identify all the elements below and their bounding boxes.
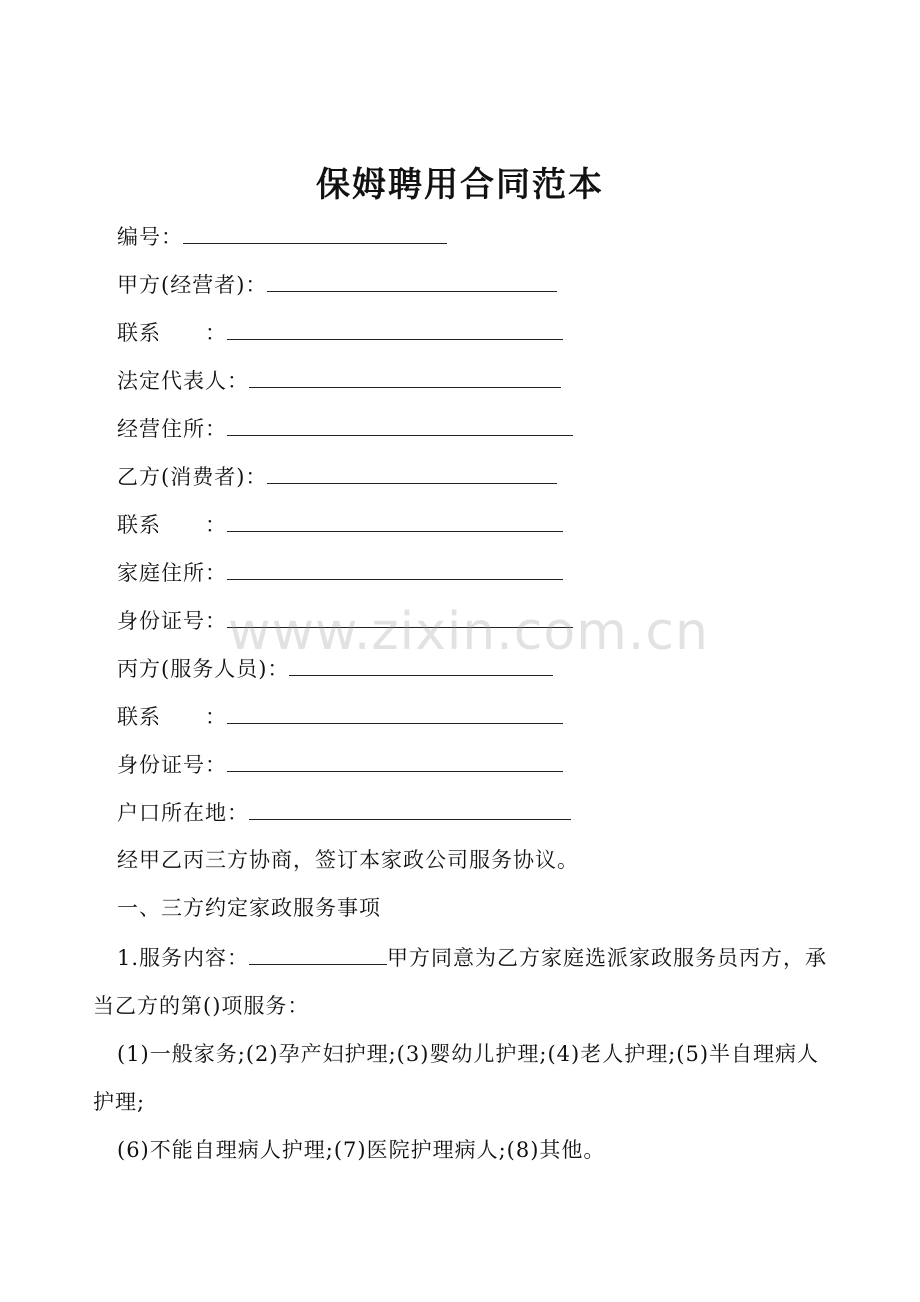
section-heading: 一、三方约定家政服务事项 (117, 896, 381, 920)
service-content-paragraph (93, 934, 833, 1030)
field-label: 家庭住所： (117, 561, 227, 585)
fill-blank[interactable] (227, 509, 563, 532)
fill-blank[interactable] (227, 413, 573, 436)
field-home-address (117, 557, 563, 588)
fill-blank[interactable] (249, 797, 571, 820)
field-label: 户口所在地： (117, 801, 249, 825)
field-label: 甲方(经营者)： (117, 273, 268, 297)
fill-blank[interactable] (267, 269, 557, 292)
field-party-b-contact (117, 509, 563, 540)
field-label: 法定代表人： (117, 369, 249, 393)
field-party-c-id (117, 749, 563, 780)
intro-sentence: 经甲乙丙三方协商，签订本家政公司服务协议。 (117, 848, 579, 872)
field-party-a (117, 269, 557, 300)
fill-blank[interactable] (267, 461, 557, 484)
field-label: 联系 ： (117, 321, 227, 345)
field-number (117, 221, 447, 252)
field-party-b (117, 461, 557, 492)
fill-blank[interactable] (227, 749, 563, 772)
field-household-registration (117, 797, 571, 828)
service-content-label: 1.服务内容： (117, 946, 250, 970)
field-label: 丙方(服务人员)： (117, 657, 290, 681)
field-legal-representative (117, 365, 561, 396)
field-label: 联系 ： (117, 705, 227, 729)
field-label: 编号： (117, 225, 183, 249)
fill-blank[interactable] (227, 701, 563, 724)
fill-blank[interactable] (183, 221, 447, 244)
fill-blank[interactable] (249, 365, 561, 388)
fill-blank[interactable] (227, 317, 563, 340)
field-business-address (117, 413, 573, 444)
service-options-paragraph-2: (6)不能自理病人护理;(7)医院护理病人;(8)其他。 (117, 1138, 606, 1162)
document-title: 保姆聘用合同范本 (316, 165, 604, 205)
field-label: 经营住所： (117, 417, 227, 441)
fill-blank[interactable] (249, 944, 387, 965)
field-party-a-contact (117, 317, 563, 348)
field-label: 身份证号： (117, 753, 227, 777)
field-party-c-contact (117, 701, 563, 732)
fill-blank[interactable] (227, 557, 563, 580)
service-options-paragraph: (1)一般家务;(2)孕产妇护理;(3)婴幼儿护理;(4)老人护理;(5)半自理病人护理; (93, 1042, 820, 1114)
watermark: www.zixin.com.cn (228, 602, 709, 662)
field-label: 身份证号： (117, 609, 227, 633)
field-label: 乙方(消费者)： (117, 465, 268, 489)
service-content-text: 甲方同意为乙方家庭选派家政服务员丙方，承当乙方的第()项服务： (93, 946, 828, 1018)
field-label: 联系 ： (117, 513, 227, 537)
